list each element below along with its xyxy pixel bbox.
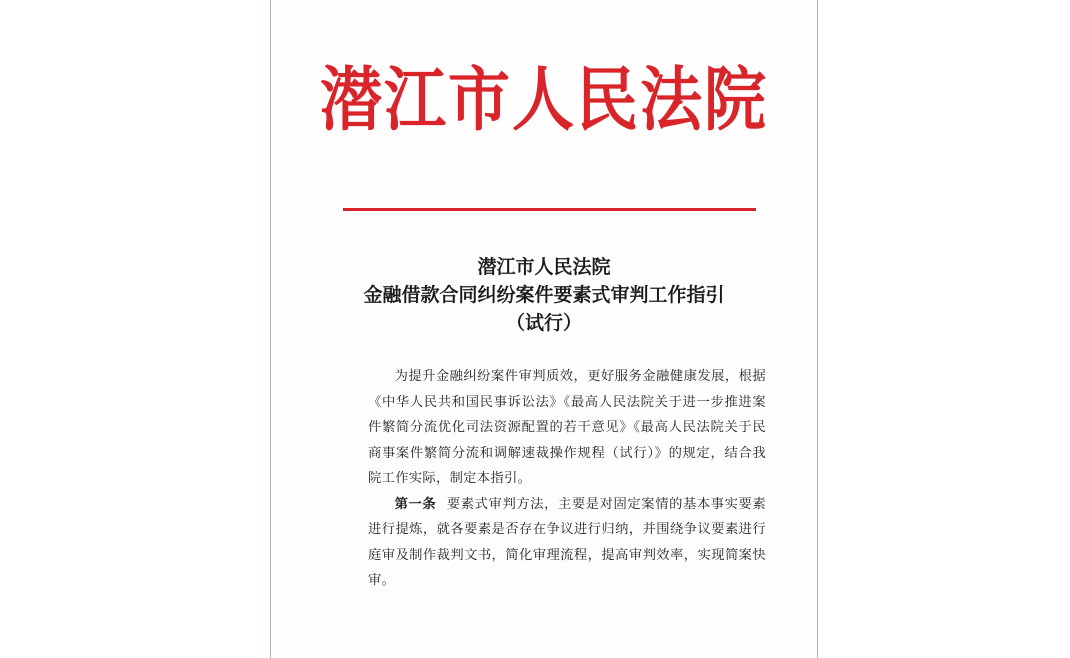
article-1-text: 要素式审判方法，主要是对固定案情的基本事实要素进行提炼，就各要素是否存在争议进行归纳，并围绕争议要素进行庭审及制作裁判文书，简化审理流程，提高审判效率，实现简案快审。 <box>368 496 766 588</box>
document-title <box>271 253 817 337</box>
article-1-paragraph <box>368 492 766 594</box>
title-line-trial: （试行） <box>505 312 582 334</box>
title-line-subject: 金融借款合同纠纷案件要素式审判工作指引 <box>363 284 725 306</box>
document-body <box>368 364 766 594</box>
document-page <box>270 0 818 658</box>
article-1-label: 第一条 <box>394 496 437 512</box>
masthead-title: 潜江市人民法院 <box>319 58 768 141</box>
masthead-divider <box>343 208 756 211</box>
preamble-paragraph: 为提升金融纠纷案件审判质效，更好服务金融健康发展，根据《中华人民共和国民事诉讼法》《最高人民法院关于进一步推进案件繁简分流优化司法资源配置的若干意见》《最高人民法院关于民商事案件繁简分流和调解速裁操作规程（试行）》的规定，结合我院工作实际，制定本指引。 <box>368 369 766 486</box>
title-line-court: 潜江市人民法院 <box>477 256 611 278</box>
